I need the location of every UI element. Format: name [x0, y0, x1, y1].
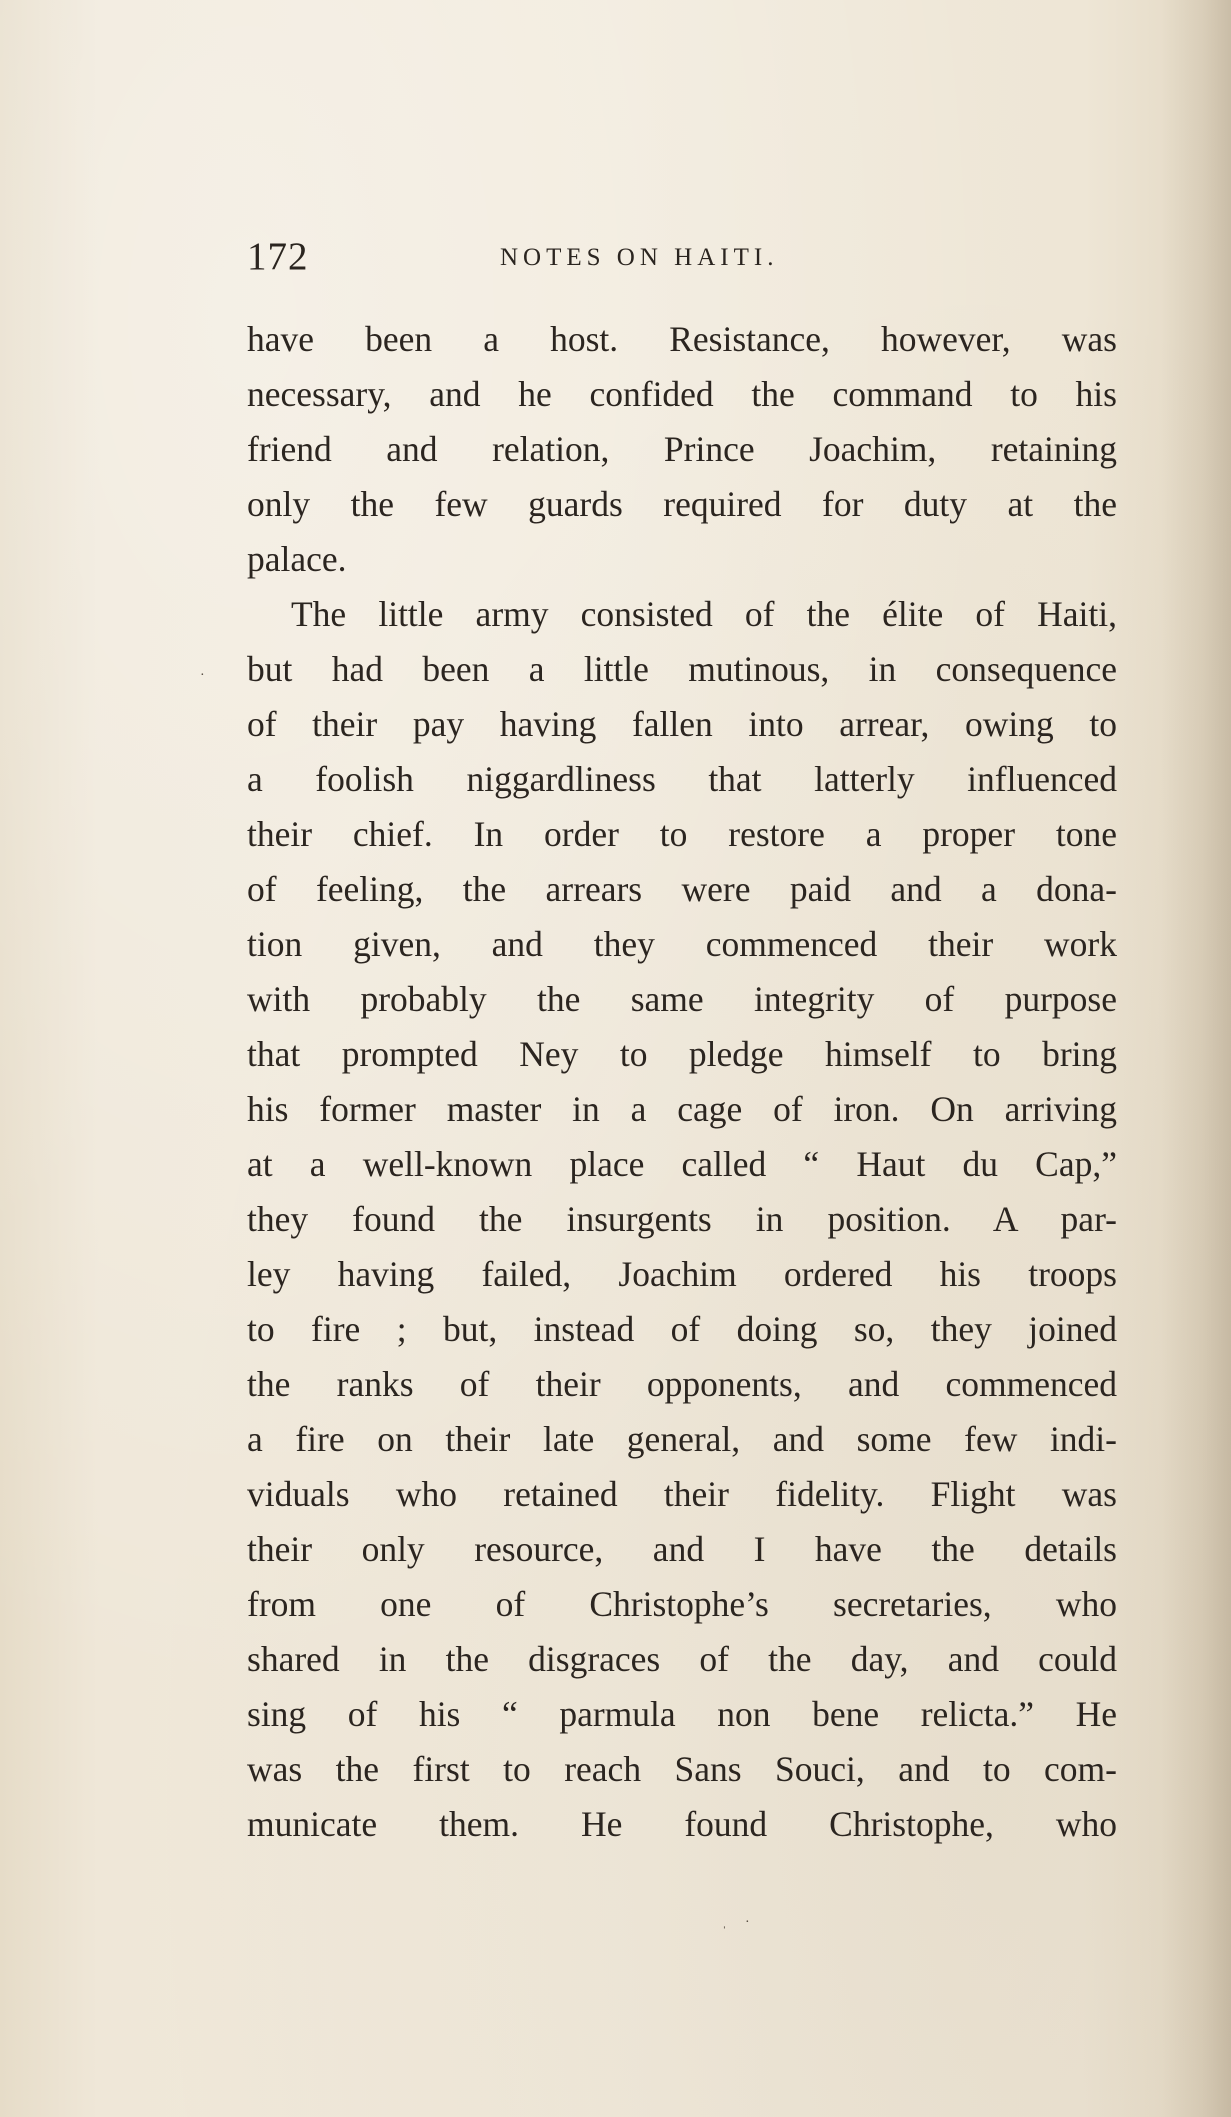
- text-line: of feeling, the arrears were paid and a dona-: [247, 869, 1117, 909]
- text-line: ley having failed, Joachim ordered his troops: [247, 1254, 1117, 1294]
- text-line: to fire ; but, instead of doing so, they joined: [247, 1309, 1117, 1349]
- text-line: their only resource, and I have the details: [247, 1529, 1117, 1569]
- text-line: they found the insurgents in position. A par-: [247, 1199, 1117, 1239]
- text-line: the ranks of their opponents, and commenced: [247, 1364, 1117, 1404]
- text-line: tion given, and they commenced their work: [247, 924, 1117, 964]
- text-line: municate them. He found Christophe, who: [247, 1804, 1117, 1844]
- ink-speck: ˈ: [722, 1925, 727, 1940]
- text-line: of their pay having fallen into arrear, owing to: [247, 704, 1117, 744]
- text-line: his former master in a cage of iron. On arriving: [247, 1089, 1117, 1129]
- text-line: was the first to reach Sans Souci, and to com-: [247, 1749, 1117, 1789]
- text-line: sing of his “ parmula non bene relicta.” He: [247, 1694, 1117, 1734]
- body-text: [247, 312, 1117, 1852]
- text-line: a foolish niggardliness that latterly influenced: [247, 759, 1117, 799]
- text-line: their chief. In order to restore a proper tone: [247, 814, 1117, 854]
- running-head: [247, 232, 1117, 282]
- text-line: shared in the disgraces of the day, and could: [247, 1639, 1117, 1679]
- running-title: NOTES ON HAITI.: [500, 244, 779, 271]
- page-number: 172: [247, 235, 309, 278]
- text-line: palace.: [247, 539, 347, 579]
- text-line: with probably the same integrity of purpose: [247, 979, 1117, 1019]
- text-line: but had been a little mutinous, in consequence: [247, 649, 1117, 689]
- text-line: The little army consisted of the élite of Haiti,: [291, 594, 1117, 634]
- text-line: necessary, and he confided the command to his: [247, 374, 1117, 414]
- text-line: only the few guards required for duty at the: [247, 484, 1117, 524]
- ink-speck: ·: [200, 668, 205, 683]
- text-line: at a well-known place called “ Haut du Cap,”: [247, 1144, 1117, 1184]
- text-line: friend and relation, Prince Joachim, retaining: [247, 429, 1117, 469]
- text-line: that prompted Ney to pledge himself to bring: [247, 1034, 1117, 1074]
- page-edge-shadow: [1161, 0, 1231, 2117]
- text-line: a fire on their late general, and some few indi-: [247, 1419, 1117, 1459]
- text-line: from one of Christophe’s secretaries, who: [247, 1584, 1117, 1624]
- text-line: have been a host. Resistance, however, was: [247, 319, 1117, 359]
- text-line: viduals who retained their fidelity. Flight was: [247, 1474, 1117, 1514]
- ink-speck: ·: [745, 1915, 750, 1930]
